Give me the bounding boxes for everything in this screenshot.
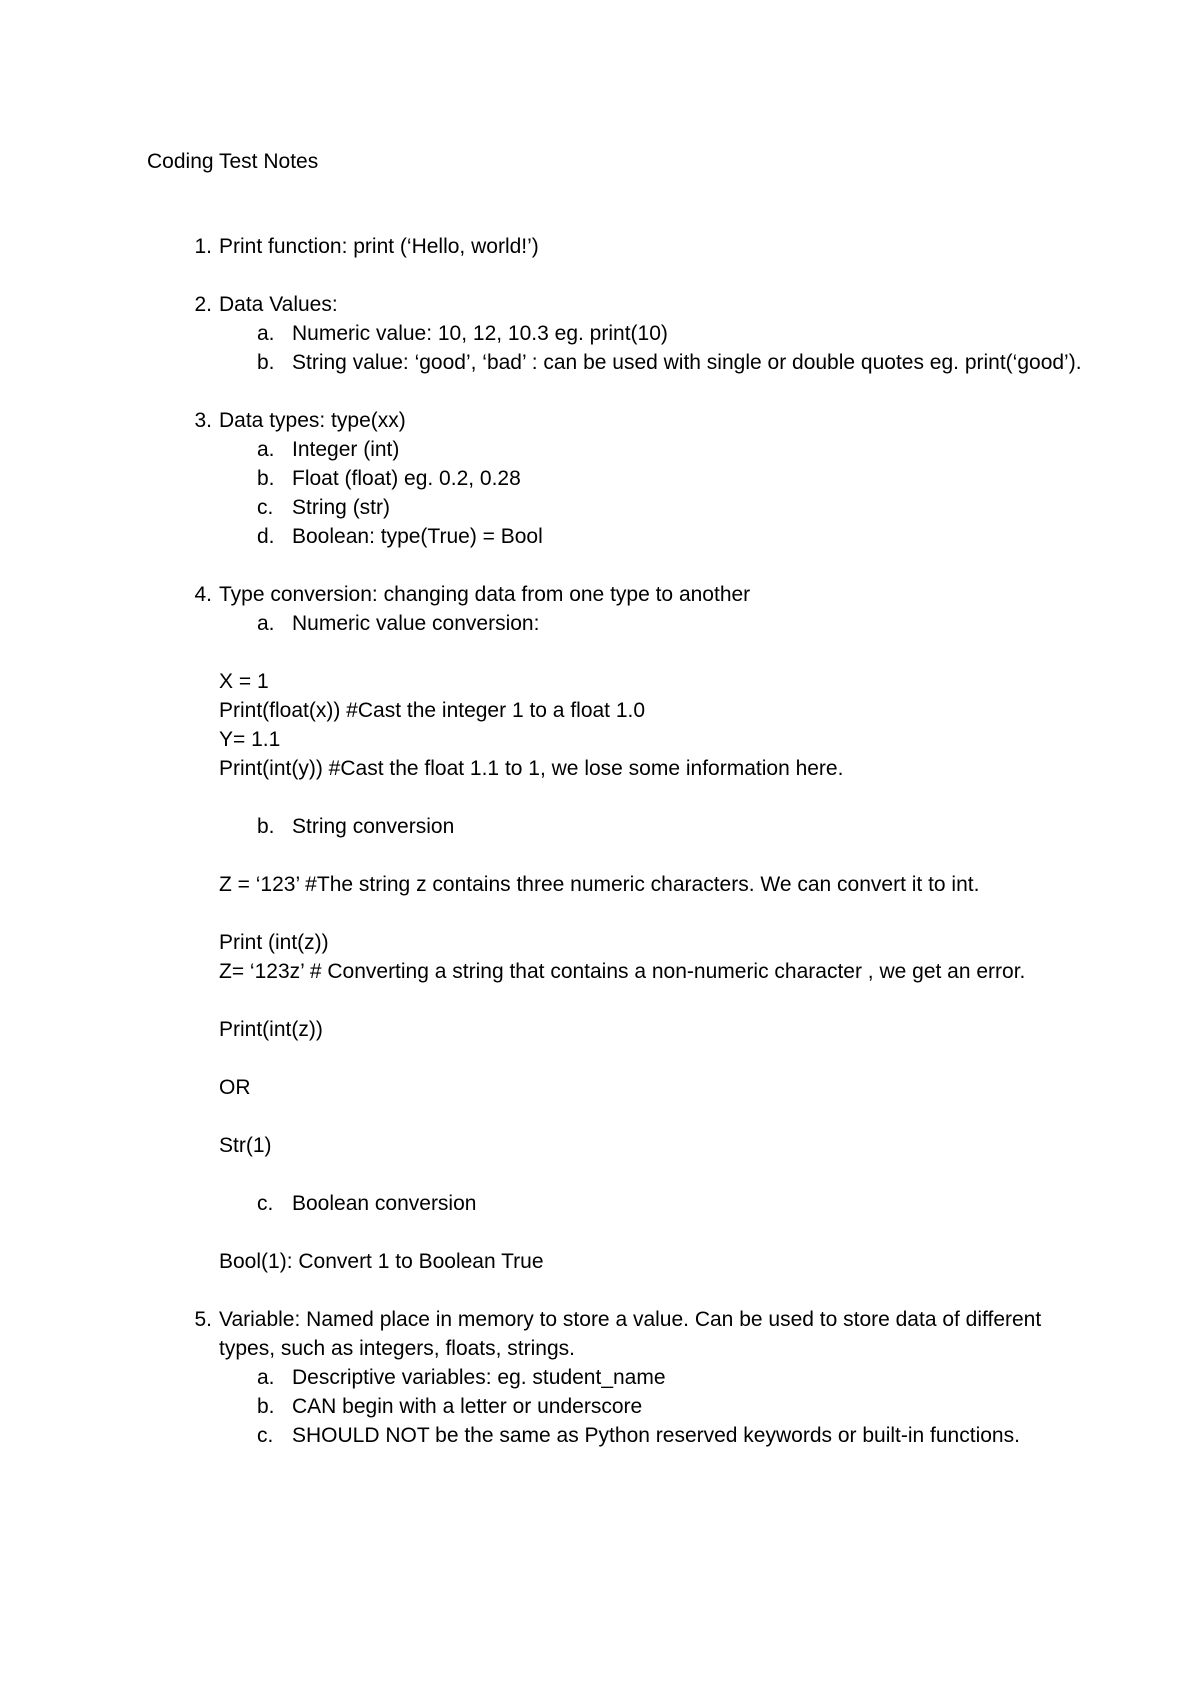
item-number: 3. <box>194 409 212 432</box>
sub-item <box>147 319 1087 348</box>
code-line: X = 1 <box>219 670 269 693</box>
item-number: 2. <box>194 293 212 316</box>
sub-item-label: a. <box>257 438 275 461</box>
sub-item-text: Float (float) eg. 0.2, 0.28 <box>292 467 521 490</box>
sub-item-text: Descriptive variables: eg. student_name <box>292 1366 666 1389</box>
sub-item-text: SHOULD NOT be the same as Python reserved keywords or built-in functions. <box>292 1424 1020 1447</box>
code-line: Print (int(z)) <box>219 931 329 954</box>
page-title: Coding Test Notes <box>147 150 319 173</box>
sub-item-text: String (str) <box>292 496 391 519</box>
sub-item <box>147 1363 1087 1392</box>
sub-item-label: b. <box>257 815 275 838</box>
code-line: Print(int(y)) #Cast the float 1.1 to 1, we lose some information here. <box>219 757 844 780</box>
sub-item-label: d. <box>257 525 275 548</box>
code-line: OR <box>219 1076 251 1099</box>
list-item-data-types <box>147 406 1087 435</box>
sub-item <box>147 348 1087 377</box>
sub-item-text: String conversion <box>292 815 455 838</box>
sub-item <box>147 609 1087 638</box>
sub-item <box>147 464 1087 493</box>
list-item-data-values <box>147 290 1087 319</box>
list-item-type-conversion <box>147 580 1087 609</box>
sub-item-text: Numeric value: 10, 12, 10.3 eg. print(10) <box>292 322 668 345</box>
sub-item-text: Numeric value conversion: <box>292 612 540 635</box>
item-text: Data types: type(xx) <box>219 409 406 432</box>
item-number: 5. <box>194 1308 212 1331</box>
code-line: Print(int(z)) <box>219 1018 323 1041</box>
sub-item <box>147 1421 1087 1450</box>
sub-item-label: c. <box>257 496 274 519</box>
sub-item-text: String value: ‘good’, ‘bad’ : can be used with single or double quotes eg. print(‘good’). <box>292 351 1082 374</box>
sub-item <box>147 1189 1087 1218</box>
item-text: Type conversion: changing data from one type to another <box>219 583 751 606</box>
item-text: Print function: print (‘Hello, world!’) <box>219 235 539 258</box>
code-line: Y= 1.1 <box>219 728 281 751</box>
sub-item <box>147 522 1087 551</box>
sub-item-label: b. <box>257 1395 275 1418</box>
sub-item-text: Boolean conversion <box>292 1192 477 1215</box>
sub-item-label: b. <box>257 467 275 490</box>
code-line: Bool(1): Convert 1 to Boolean True <box>219 1250 544 1273</box>
list-item-print-function <box>147 232 1087 261</box>
sub-item <box>147 1392 1087 1421</box>
sub-item-label: a. <box>257 322 275 345</box>
item-text: Data Values: <box>219 293 338 316</box>
sub-item-label: c. <box>257 1192 274 1215</box>
code-line: Str(1) <box>219 1134 272 1157</box>
sub-item-label: c. <box>257 1424 274 1447</box>
sub-item <box>147 812 1087 841</box>
sub-item-text: Integer (int) <box>292 438 400 461</box>
sub-item <box>147 493 1087 522</box>
code-line: Print(float(x)) #Cast the integer 1 to a float 1.0 <box>219 699 646 722</box>
list-item-variable <box>147 1305 1087 1363</box>
sub-item-label: a. <box>257 1366 275 1389</box>
item-text: Variable: Named place in memory to store a value. Can be used to store data of different types, such as integers, floats, strings. <box>219 1308 1042 1360</box>
code-line: Z = ‘123’ #The string z contains three numeric characters. We can convert it to int. <box>219 873 980 896</box>
code-line: Z= ‘123z’ # Converting a string that contains a non-numeric character , we get an error. <box>219 960 1026 983</box>
sub-item <box>147 435 1087 464</box>
item-number: 1. <box>194 235 212 258</box>
item-number: 4. <box>194 583 212 606</box>
notes-list <box>147 232 1087 1450</box>
sub-item-text: CAN begin with a letter or underscore <box>292 1395 643 1418</box>
sub-item-label: a. <box>257 612 275 635</box>
sub-item-text: Boolean: type(True) = Bool <box>292 525 543 548</box>
sub-item-label: b. <box>257 351 275 374</box>
